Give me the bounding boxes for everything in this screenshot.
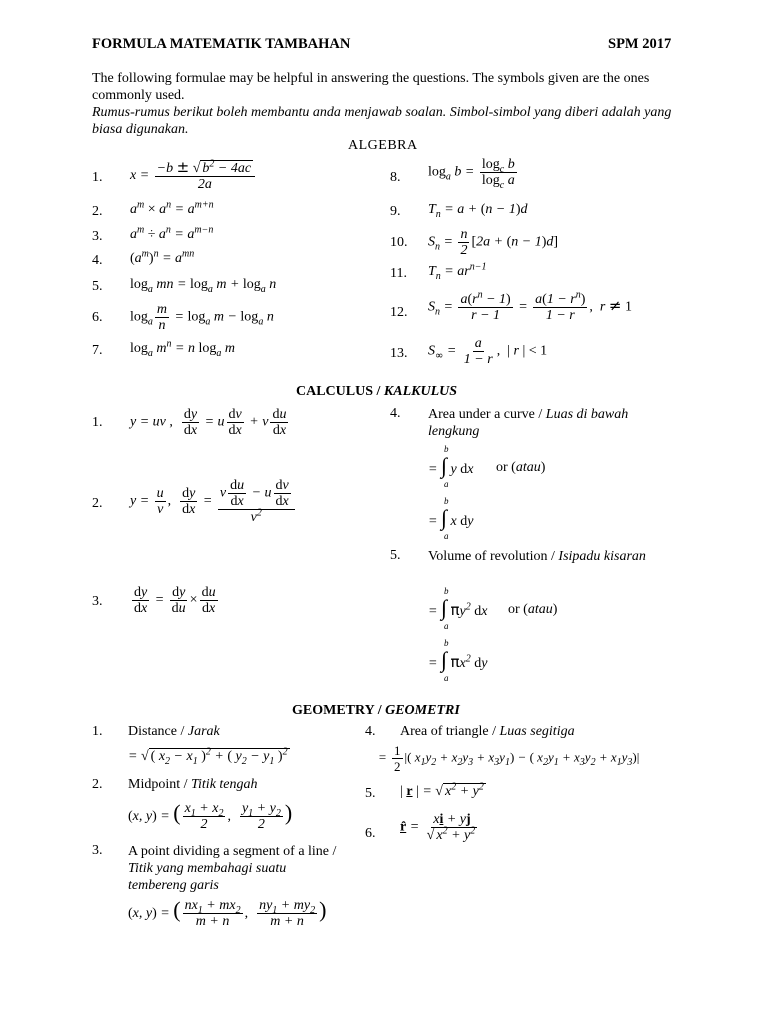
triangle-area-formula: = $\frac{1}{2}$ |( $x_1y_2 + x_2y_3 + x_3y_1$) − ( $x_2y_1 + x_3y_2 + x_1y_3)|$ [378, 743, 640, 774]
index-law-multiply: $a^m \times a^n = a^{m+n}$ [130, 199, 214, 217]
algebra-number-5: 5. [92, 279, 103, 294]
close-paren: ) [552, 602, 558, 617]
gp-nth-term: $T_n = ar^{n-1}$ [428, 261, 487, 282]
algebra-number-12: 12. [390, 305, 408, 320]
geometry-number-2: 2. [92, 777, 103, 792]
log-product-law: $\log_a$ mn = $\log_a m + \log_a n$ [130, 277, 277, 295]
geometry-number-3: 3. [92, 843, 103, 858]
midpoint-my: Titik tengah [191, 777, 258, 792]
area-integral-x-dy: = ∫ x dy [428, 505, 474, 530]
algebra-number-10: 10. [390, 235, 408, 250]
integral-lower-limit: a [444, 673, 449, 683]
distance-en: Distance / [128, 724, 188, 739]
dividing-point-formula: (x, y) = ( $\frac{nx_1 + mx_2}{m + n}$ , $\frac{ny_1 + my_2}{m + n}$ ) [128, 897, 327, 930]
volume-integral-y-dx: = ∫ $\pi y^2$ dx [428, 595, 488, 620]
product-rule: y = uv , $\frac{dy}{dx}$ = u $\frac{dv}{dx}$ + v $\frac{du}{dx}$ [130, 407, 287, 438]
integral-upper-limit: b [444, 638, 449, 648]
dividing-point-my: Titik yang membahagi suatu tembereng garis [128, 861, 287, 893]
log-power-law: $\log_a m^n = n$ $\log_a m$ [130, 338, 235, 359]
index-law-power: $(a^m)^n = a^{mn}$ [130, 248, 195, 266]
calculus-number-1: 1. [92, 415, 103, 430]
calculus-number-2: 2. [92, 496, 103, 511]
midpoint-en: Midpoint / [128, 777, 192, 792]
integral-lower-limit: a [444, 621, 449, 631]
calculus-heading-my: KALKULUS [383, 384, 458, 399]
algebra-number-13: 13. [390, 346, 408, 361]
triangle-area-label [400, 724, 575, 740]
exam-label: SPM 2017 [608, 36, 672, 52]
triangle-area-en: Area of triangle / [400, 724, 500, 739]
calculus-heading [296, 384, 457, 400]
volume-of-revolution-my: Isipadu kisaran [558, 549, 646, 564]
integral-upper-limit: b [444, 444, 449, 454]
close-paren: ) [540, 460, 546, 475]
algebra-number-9: 9. [390, 204, 401, 219]
or-atau-2 [508, 602, 557, 618]
calculus-number-3: 3. [92, 594, 103, 609]
quotient-rule: y = $\frac{u}{v}$ , $\frac{dy}{dx}$ = v $\frac{du}{dx}$ − u $\frac{dv}{dx}$ $v^2$ [130, 478, 297, 525]
area-under-curve-label [428, 406, 668, 440]
calculus-heading-en: CALCULUS / [296, 384, 384, 399]
unit-vector-formula: r̂ = $\frac{xi + yj}{√ x^2 + y^2}$ [400, 812, 476, 843]
atau-text: atau [515, 460, 541, 475]
calculus-number-5: 5. [390, 548, 401, 563]
log-quotient-law: $\log_a$ $\frac{m}{n}$ = $\log_a m - \log_a n$ [130, 302, 274, 333]
area-under-curve-en: Area under a curve / [428, 407, 546, 422]
integral-lower-limit: a [444, 479, 449, 489]
gp-sum: $S_n$ = $\frac{a(r^n - 1)}{r - 1}$ = $\frac{a(1 - r^n)}{1 - r}$ , r ≠ 1 [428, 289, 632, 323]
intro-malay: Rumus-rumus berikut boleh membantu anda menjawab soalan. Simbol-simbol yang diberi adalah yang biasa digunakan. [92, 105, 672, 137]
chain-rule: $\frac{dy}{dx}$ = $\frac{dy}{du}$ × $\frac{du}{dx}$ [134, 585, 216, 616]
dividing-point-en: A point dividing a segment of a line / [128, 844, 337, 859]
ap-sum: $S_n$ = $\frac{n}{2}$ [2a + (n − 1)d] [428, 227, 559, 258]
intro-english: The following formulae may be helpful in answering the questions. The symbols given are the ones commonly used. [92, 71, 650, 103]
or-text: or ( [496, 460, 516, 475]
geometry-heading-my: GEOMETRI [385, 703, 460, 718]
distance-my: Jarak [187, 724, 220, 739]
triangle-area-my: Luas segitiga [499, 724, 575, 739]
index-law-divide: $a^m \div a^n = a^{m-n}$ [130, 224, 214, 242]
algebra-number-11: 11. [390, 266, 407, 281]
integral-upper-limit: b [444, 586, 449, 596]
or-text: or ( [508, 602, 528, 617]
volume-integral-x-dy: = ∫ $\pi x^2$ dy [428, 647, 488, 672]
atau-text: atau [527, 602, 553, 617]
geometry-heading [292, 703, 460, 719]
ap-nth-term: $T_n = a + (n - 1)d$ [428, 202, 528, 220]
integral-lower-limit: a [444, 531, 449, 541]
document-title: FORMULA MATEMATIK TAMBAHAN [92, 36, 351, 52]
geometry-heading-en: GEOMETRY / [292, 703, 386, 718]
algebra-number-3: 3. [92, 229, 103, 244]
distance-label [128, 724, 220, 740]
algebra-number-4: 4. [92, 253, 103, 268]
geometry-number-6: 6. [365, 826, 376, 841]
integral-upper-limit: b [444, 496, 449, 506]
algebra-number-8: 8. [390, 170, 401, 185]
geometry-number-4: 4. [365, 724, 376, 739]
geometry-number-5: 5. [365, 786, 376, 801]
algebra-number-1: 1. [92, 170, 103, 185]
gp-sum-to-infinity: $S_\infty$ = $\frac{a}{1 - r}$ , | r | < 1 [428, 336, 548, 367]
midpoint-label [128, 777, 258, 793]
distance-formula: = √ ( $x_2 - x_1$ )$^2$ + ( $y_2 - y_1$ )$^2$ [128, 746, 288, 767]
area-under-curve-my: Luas di bawah lengkung [428, 407, 629, 439]
change-of-base: $\log_a b$ = $\frac{\log_c b}{\log_c a}$ [428, 157, 515, 191]
midpoint-formula: (x, y) = ( $\frac{x_1 + x_2}{2}$ , $\frac{y_1 + y_2}{2}$ ) [128, 800, 293, 833]
volume-of-revolution-label [428, 548, 668, 565]
algebra-heading: ALGEBRA [348, 138, 418, 153]
volume-of-revolution-en: Volume of revolution / [428, 549, 559, 564]
algebra-number-6: 6. [92, 310, 103, 325]
vector-magnitude-formula: | r | = √ $x^2 + y^2$ [400, 781, 484, 799]
dividing-point-label [128, 843, 343, 894]
or-atau-1 [496, 460, 545, 476]
geometry-number-1: 1. [92, 724, 103, 739]
quadratic-formula: x = $\frac{-b \pm √ b^2 - 4ac}{2a}$ [130, 160, 257, 192]
algebra-number-2: 2. [92, 204, 103, 219]
algebra-number-7: 7. [92, 343, 103, 358]
area-integral-y-dx: = ∫ y dx [428, 453, 474, 478]
calculus-number-4: 4. [390, 406, 401, 421]
